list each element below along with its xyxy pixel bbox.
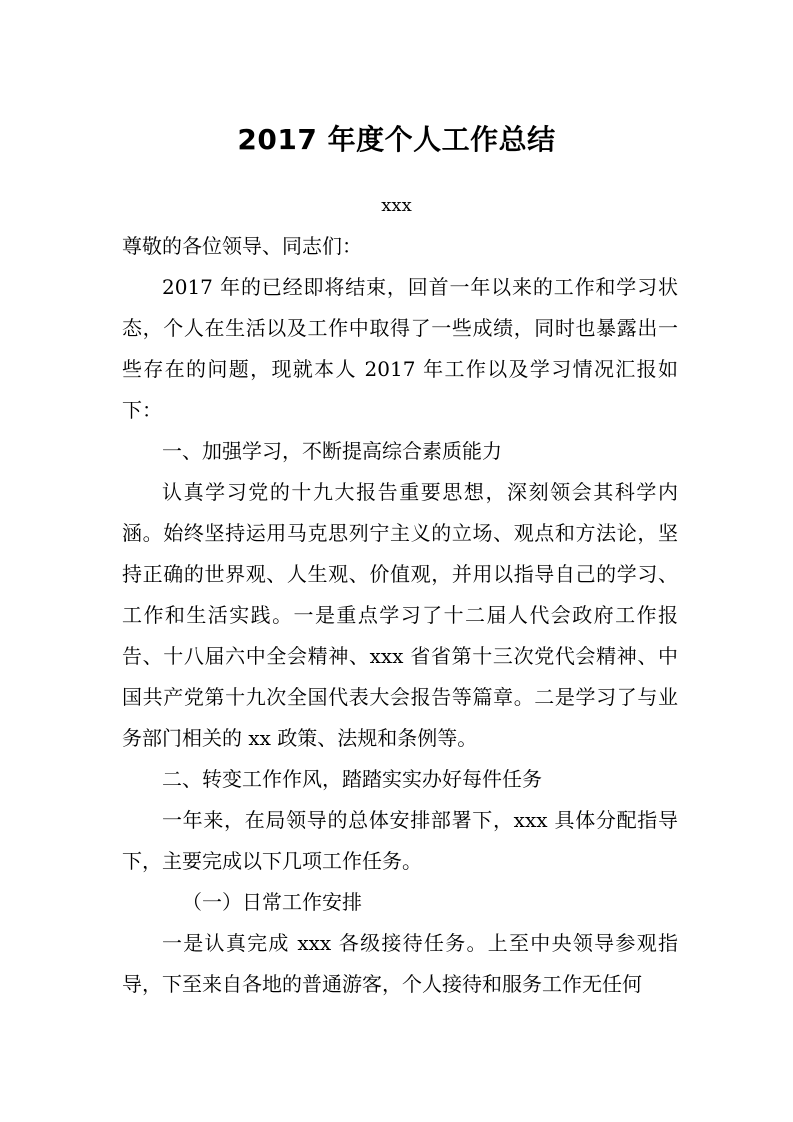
paragraph-reception: 一是认真完成 xxx 各级接待任务。上至中央领导参观指导，下至来自各地的普通游客，个人接待和服务工作无任何 xyxy=(122,931,678,996)
section-heading-2: 二、转变工作作风，踏踏实实办好每件任务 xyxy=(162,767,542,791)
document-body xyxy=(122,226,678,1005)
salutation: 尊敬的各位领导、同志们： xyxy=(122,234,362,258)
author-name: xxx xyxy=(381,195,412,216)
section-heading-1: 一、加强学习，不断提高综合素质能力 xyxy=(162,439,502,463)
subsection-heading-1: （一）日常工作安排 xyxy=(182,890,362,914)
paragraph-work-tasks: 一年来，在局领导的总体安排部署下，xxx 具体分配指导下，主要完成以下几项工作任务。 xyxy=(122,808,678,873)
document-title: 2017 年度个人工作总结 xyxy=(237,123,556,156)
paragraph-intro: 2017 年的已经即将结束，回首一年以来的工作和学习状态，个人在生活以及工作中取得了一些成绩，同时也暴露出一些存在的问题，现就本人 2017 年工作以及学习情况汇报如下： xyxy=(122,275,678,422)
paragraph-study: 认真学习党的十九大报告重要思想，深刻领会其科学内涵。始终坚持运用马克思列宁主义的立场、观点和方法论，坚持正确的世界观、人生观、价值观，并用以指导自己的学习、工作和生活实践。一是重点学习了十二届人代会政府工作报告、十八届六中全会精神、xxx 省省第十三次党代会精神、中国共产党第十九次全国代表大会报告等篇章。二是学习了与业务部门相关的 xx 政策、法规和条例等。 xyxy=(122,480,678,750)
